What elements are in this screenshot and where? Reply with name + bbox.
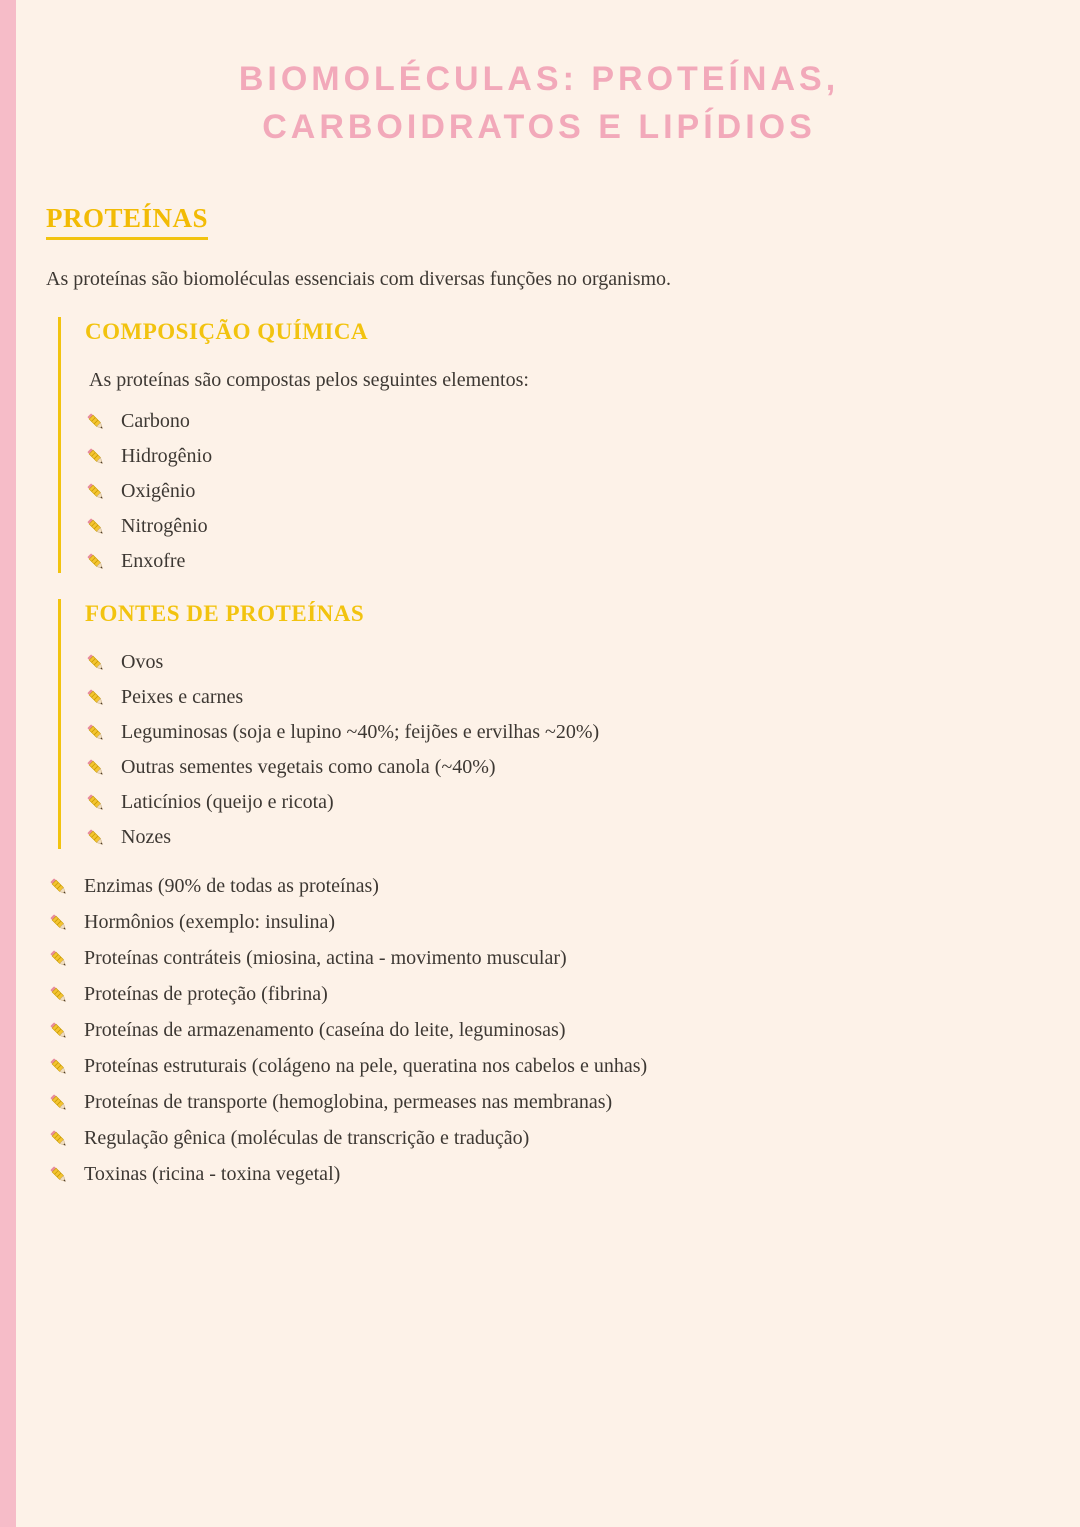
funcoes-list xyxy=(48,875,1032,1186)
section-proteinas xyxy=(46,203,1032,1186)
list-item-label: Proteínas contráteis (miosina, actina - movimento muscular) xyxy=(84,947,567,970)
pencil-icon xyxy=(85,722,107,744)
list-item xyxy=(85,651,1032,674)
list-item xyxy=(48,983,1032,1006)
list-item xyxy=(48,1019,1032,1042)
list-item-label: Enzimas (90% de todas as proteínas) xyxy=(84,875,379,898)
list-item-label: Proteínas de transporte (hemoglobina, permeases nas membranas) xyxy=(84,1091,613,1114)
list-item xyxy=(48,1127,1032,1150)
list-item-label: Leguminosas (soja e lupino ~40%; feijões e ervilhas ~20%) xyxy=(121,721,600,744)
list-item xyxy=(48,947,1032,970)
list-item xyxy=(48,911,1032,934)
list-item xyxy=(85,480,1032,503)
list-item xyxy=(85,445,1032,468)
list-item xyxy=(85,791,1032,814)
pencil-icon xyxy=(85,411,107,433)
composicao-list xyxy=(85,410,1032,573)
list-item xyxy=(85,686,1032,709)
pencil-icon xyxy=(85,792,107,814)
list-item-label: Carbono xyxy=(121,410,190,433)
list-item xyxy=(85,756,1032,779)
list-item xyxy=(48,875,1032,898)
pencil-icon xyxy=(48,1020,70,1042)
pencil-icon xyxy=(48,1164,70,1186)
fontes-heading: FONTES DE PROTEÍNAS xyxy=(85,601,365,627)
list-item-label: Proteínas de armazenamento (caseína do leite, leguminosas) xyxy=(84,1019,566,1042)
list-item xyxy=(85,826,1032,849)
pencil-icon xyxy=(85,827,107,849)
list-item-label: Peixes e carnes xyxy=(121,686,244,709)
pencil-icon xyxy=(85,687,107,709)
list-item xyxy=(48,1163,1032,1186)
proteinas-heading: PROTEÍNAS xyxy=(46,203,208,240)
pencil-icon xyxy=(48,876,70,898)
list-item-label: Hidrogênio xyxy=(121,445,213,468)
list-item-label: Nozes xyxy=(121,826,171,849)
pencil-icon xyxy=(48,1092,70,1114)
list-item xyxy=(48,1055,1032,1078)
subsection-composicao-quimica xyxy=(58,317,1032,573)
list-item-label: Proteínas estruturais (colágeno na pele, queratina nos cabelos e unhas) xyxy=(84,1055,648,1078)
pencil-icon xyxy=(48,984,70,1006)
pencil-icon xyxy=(85,652,107,674)
pencil-icon xyxy=(48,912,70,934)
list-item-label: Outras sementes vegetais como canola (~40%) xyxy=(121,756,496,779)
list-item-label: Laticínios (queijo e ricota) xyxy=(121,791,334,814)
page-title-line2: CARBOIDRATOS E LIPÍDIOS xyxy=(262,107,816,146)
list-item xyxy=(85,515,1032,538)
list-item-label: Enxofre xyxy=(121,550,186,573)
list-item-label: Oxigênio xyxy=(121,480,196,503)
pencil-icon xyxy=(85,551,107,573)
pencil-icon xyxy=(85,481,107,503)
pencil-icon xyxy=(85,446,107,468)
page-title-line1: BIOMOLÉCULAS: PROTEÍNAS, xyxy=(238,60,840,98)
proteinas-intro: As proteínas são biomoléculas essenciais com diversas funções no organismo. xyxy=(46,268,672,291)
list-item-label: Regulação gênica (moléculas de transcrição e tradução) xyxy=(84,1127,530,1150)
list-item xyxy=(85,721,1032,744)
subsection-fontes-de-proteinas xyxy=(58,599,1032,849)
list-item-label: Ovos xyxy=(121,651,164,674)
page-title xyxy=(46,56,1032,151)
list-item-label: Nitrogênio xyxy=(121,515,208,538)
composicao-intro: As proteínas são compostas pelos seguintes elementos: xyxy=(89,369,529,392)
list-item xyxy=(85,550,1032,573)
page-accent-strip xyxy=(0,0,16,1527)
list-item-label: Toxinas (ricina - toxina vegetal) xyxy=(84,1163,341,1186)
list-item xyxy=(48,1091,1032,1114)
fontes-list xyxy=(85,651,1032,849)
list-item-label: Proteínas de proteção (fibrina) xyxy=(84,983,328,1006)
pencil-icon xyxy=(48,1128,70,1150)
composicao-heading: COMPOSIÇÃO QUÍMICA xyxy=(85,319,369,345)
pencil-icon xyxy=(85,516,107,538)
list-item xyxy=(85,410,1032,433)
list-item-label: Hormônios (exemplo: insulina) xyxy=(84,911,336,934)
pencil-icon xyxy=(48,1056,70,1078)
pencil-icon xyxy=(85,757,107,779)
pencil-icon xyxy=(48,948,70,970)
